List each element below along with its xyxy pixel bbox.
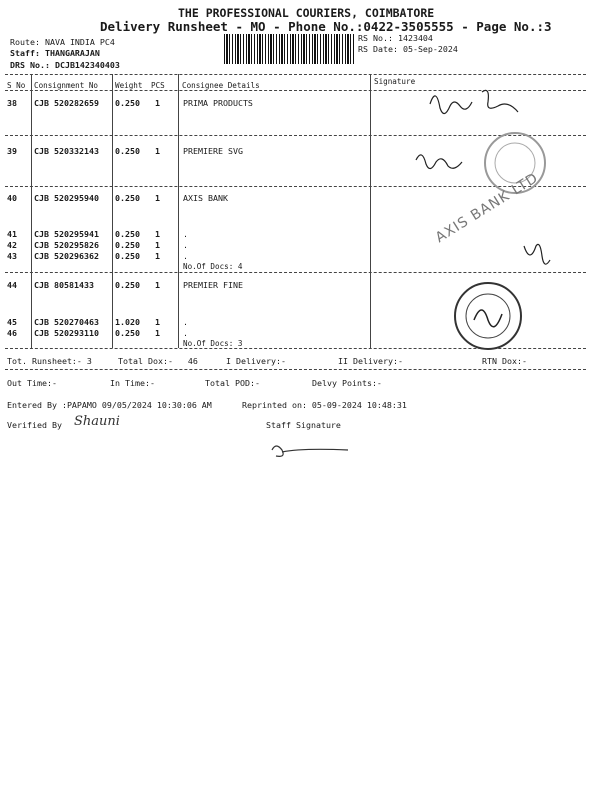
axis-bank-stamp: AXIS BANK LTD [432,169,542,247]
row-sno: 40 [7,193,17,203]
row-consignment: CJB 520296362 [34,251,99,261]
staff-label: Staff: THANGARAJAN [10,48,100,58]
row-sno: 46 [7,328,17,338]
drs-number: DRS No.: DCJB142340403 [10,60,120,70]
row-pcs: 1 [155,98,160,108]
rs-number: RS No.: 1423404 [358,33,433,43]
company-title: THE PROFESSIONAL COURIERS, COIMBATORE [178,6,435,20]
row-pcs: 1 [155,146,160,156]
verified-by-label: Verified By [7,420,62,430]
col-divider [370,74,371,348]
row-weight: 1.020 [115,317,140,327]
row-details: PREMIERE SVG [183,146,243,156]
row-weight: 0.250 [115,146,140,156]
row-consignment: CJB 80581433 [34,280,94,290]
tot-runsheet: Tot. Runsheet:- 3 [7,356,92,366]
col-divider [112,74,113,348]
row-consignment: CJB 520282659 [34,98,99,108]
row-details: PREMIER FINE [183,280,243,290]
signature-scribble [420,82,540,122]
row-pcs: 1 [155,280,160,290]
verifier-signature: Shauni [74,414,120,429]
row-consignment: CJB 520295941 [34,229,99,239]
row-sno: 45 [7,317,17,327]
col-header-sno: S No [7,81,26,90]
row-sno: 44 [7,280,17,290]
row-details: . [183,229,188,239]
signature-scribble [520,240,560,270]
entered-by: Entered By :PAPAMO 09/05/2024 10:30:06 AM [7,400,212,410]
row-pcs: 1 [155,193,160,203]
staff-signature-scribble [264,440,354,464]
col-header-consignment: Consignment No [34,81,99,90]
row-sno: 42 [7,240,17,250]
reprinted-on: Reprinted on: 05-09-2024 10:48:31 [242,400,407,410]
row-consignment: CJB 520295826 [34,240,99,250]
row-details: PRIMA PRODUCTS [183,98,253,108]
rs-date: RS Date: 05-Sep-2024 [358,44,458,54]
rtn-dox: RTN Dox:- [482,356,527,366]
col-header-signature: Signature [374,77,416,86]
row-details: . [183,317,188,327]
summary-rule [5,369,586,370]
staff-signature-label: Staff Signature [266,420,341,430]
row-consignment: CJB 520295940 [34,193,99,203]
premier-stamp [452,280,524,352]
row-weight: 0.250 [115,328,140,338]
row-weight: 0.250 [115,240,140,250]
docs-count: No.Of Docs: 3 [183,339,243,348]
row-consignment: CJB 520270463 [34,317,99,327]
total-dox: Total Dox:- 46 [118,356,198,366]
row-details: . [183,240,188,250]
col-header-consignee: Consignee Details [182,81,260,90]
col-divider [31,74,32,348]
row-sno: 39 [7,146,17,156]
row-weight: 0.250 [115,229,140,239]
row-pcs: 1 [155,317,160,327]
row-pcs: 1 [155,240,160,250]
row-details: . [183,251,188,261]
col-header-pcs: PCS [151,81,165,90]
row-weight: 0.250 [115,98,140,108]
row-sno: 38 [7,98,17,108]
row-details: AXIS BANK [183,193,228,203]
runsheet-subtitle: Delivery Runsheet - MO - Phone No.:0422-3505555 - Page No.:3 [100,19,552,34]
row-divider [5,272,586,273]
row-pcs: 1 [155,251,160,261]
delvy-points: Delvy Points:- [312,378,382,388]
row-pcs: 1 [155,328,160,338]
row-consignment: CJB 520332143 [34,146,99,156]
row-weight: 0.250 [115,193,140,203]
row-consignment: CJB 520293110 [34,328,99,338]
row-weight: 0.250 [115,280,140,290]
row-details: . [183,328,188,338]
docs-count: No.Of Docs: 4 [183,262,243,271]
row-pcs: 1 [155,229,160,239]
route-label: Route: NAVA INDIA PC4 [10,37,115,47]
out-time: Out Time:- [7,378,57,388]
row-weight: 0.250 [115,251,140,261]
barcode [224,34,354,64]
ii-delivery: II Delivery:- [338,356,403,366]
signature-scribble [412,146,472,176]
row-sno: 41 [7,229,17,239]
total-pod: Total POD:- [205,378,260,388]
table-top-rule [5,74,586,75]
col-divider [178,74,179,348]
i-delivery: I Delivery:- [226,356,286,366]
col-header-weight: Weight [115,81,143,90]
in-time: In Time:- [110,378,155,388]
row-sno: 43 [7,251,17,261]
